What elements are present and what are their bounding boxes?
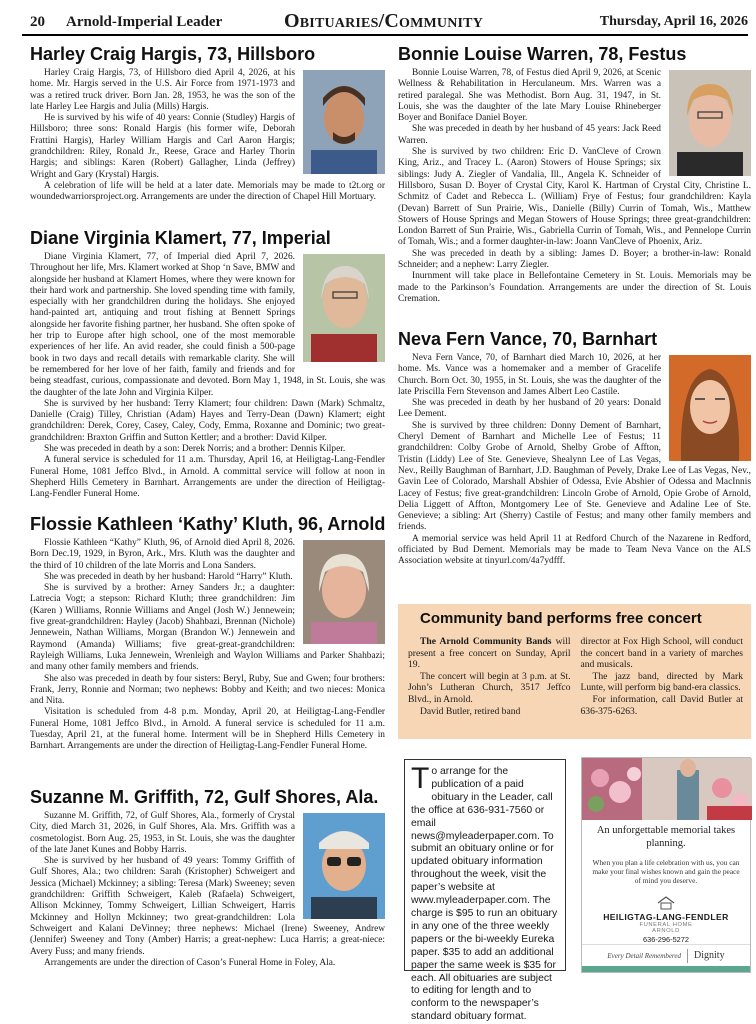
headline: Bonnie Louise Warren, 78, Festus	[398, 44, 687, 64]
portrait-photo	[303, 813, 385, 919]
business-type: FUNERAL HOME	[639, 921, 693, 928]
paper-name: Arnold-Imperial Leader	[66, 14, 223, 30]
notice-text: o arrange for the publication of a paid obituary in the Leader, call the office at 636-931-7560 or email news@myleaderpaper.com. To submit an obituary online or for updated obituary information throughout the week, visit the paper’s website at www.myleaderpaper.com. The charge is $95 to run an obituary in any one of the three weekly papers or the bi-weekly Eureka paper. $35 to add an additional paper the same week is $35 for each. All obituaries are subject to editing for length and to conform to the newspaper’s standard obituary format.	[411, 766, 558, 1023]
partner-logo: Dignity	[694, 950, 725, 961]
ad-footer	[582, 944, 750, 966]
funeral-home-logo-icon	[656, 896, 676, 910]
article-body: Flossie Kathleen “Kathy” Kluth, 96, of Arnold died April 8, 2026. Born Dec.19, 1929, in Byron, Ark., Mrs. Kluth was the daughter and the third of 10 children of the late Morris and Lona Sanders. She was preceded in death by her husband: Harold “Harry” Kluth. She is survived by a brother: Arney Sanders Jr.; a daughter: Latrecia Vogt; a stepson: Richard Kluth; three grandchildren: Jim (Karen ) Williams, Ronnie Williams and Angel (Josh W.) Jennewein; five great-grandchildren: Hayley (Jacob) Shahbazi, Brennan (Nichole) Jennewein, Nathan Williams, Morgan (Brandon W.) Jennewein and Raymond (Amanda) Williams; five great-great-grandchildren: Rayleigh Williams, Luka Jennewein, Wrenleigh and Waylon Williams and Parker Shahbazi; and many other family members and friends. She also was preceded in death by four sisters: Beryl, Ruby, Sue and Gwen; four brothers: Frank, Jerry, Ronnie and Norman; two nephews: Bobby and Keith; and two nieces: Monica and Nita. Visitation is scheduled from 4-8 p.m. Monday, April 20, at Heiligtag-Lang-Fendler Funeral Home, 1081 Jeffco Blvd., in Arnold. A funeral service is scheduled for 11 a.m. Tuesday, April 21, at the funeral home. Interment will be in Shepherd Hills Cemetery in Barnhart. Arrangements are under the direction of Heiligtag-Lang-Fendler Funeral Home.	[30, 538, 385, 752]
drop-cap: T	[411, 762, 430, 795]
headline: Suzanne M. Griffith, 72, Gulf Shores, Ala.	[30, 787, 379, 807]
page-number: 20	[30, 14, 45, 30]
business-phone: 636-296-5272	[642, 934, 690, 944]
obituary-griffith	[30, 786, 385, 976]
article-body: Diane Virginia Klamert, 77, of Imperial died April 7, 2026. Throughout her life, Mrs. Klamert worked at Shop ‘n Save, BMW and alongside her husband at Klamert Homes, where they were known for their hard work and partnership. She loved spending time with family, especially with her grandchildren during the holidays. She enjoyed hand-painted art, antiquing and trout fishing at Bennett Springs alongside her favorite fishing partner, her husband. She often spoke of her trip to Europe after high school, one of the most memorable experiences of her life. An avid reader, she could finish a 500-page book in two days and recall details with remarkable clarity. She will be remembered for her love of her faith, family and friends and for being steadfast, curious, compassionate and devoted. Born May 1, 1948, in St. Louis, she was the daughter of the late John and Virginia Kilper. She is survived by her husband: Terry Klamert; four children: Dawn (Mark) Schmaltz, Danielle (Craig) Tilley, Christian (Adam) Hayes and Terry-Dean (Dawn) Klamert; eight grandchildren: Derek, Corey, Casey, Caley, Cody, Emma, Roxanne and Dominic; two great-grandchildren: Braxton Griffin and Sutton Kettler; and a brother: David Kilper. She was preceded in death by a son: Derek Norris; and a brother: Dennis Kilper. A funeral service is scheduled for 11 a.m. Thursday, April 16, at Heiligtag-Lang-Fendler Funeral Home, 1081 Jeffco Blvd., in Arnold. A committal service will follow at noon in Shepherd Hills Cemetery in Barnhart. Arrangements are under the direction of Heiligtag-Lang-Fendler Funeral Home.	[30, 252, 385, 500]
obituary-warren	[398, 43, 751, 321]
business-name: HEILIGTAG-LANG-FENDLER	[603, 911, 729, 922]
obituary-hargis	[30, 43, 385, 248]
community-band-box	[398, 604, 751, 739]
portrait-photo	[669, 70, 751, 176]
portrait-photo	[303, 254, 385, 362]
section-title: Obituaries/Community	[284, 10, 484, 32]
portrait-photo	[303, 70, 385, 174]
obituary-kluth	[30, 513, 385, 781]
article-body: Bonnie Louise Warren, 78, of Festus died April 9, 2026, at Scenic Wellness & Rehabilitation in Herculaneum. Mrs. Warren was a retired paralegal. She was Methodist. Born Aug. 31, 1947, in St. Louis, she was the daughter of the late Mary Louise Rhineberger Boyer and Boniface Daniel Boyer. She was preceded in death by her husband of 45 years: Jack Reed Warren. She is survived by two children: Eric D. VanCleve of Crown King, Ariz., and Tracey L. (Aaron) Stowers of House Springs; six siblings: Judy A. Ziegler of Vandalia, Ill., Angela K. Schneider of Hillsboro, Susan D. Boyer of Crystal City, Karol K. Hartman of Crystal City, Christine L. Schmitz of Cadet and Rebecca L. (William) Frye of Festus; four grandchildren: Kayla (Devan) Barrett of Sun Prairie, Wis., Danielle (Billy) Currin of Tomah, Wis., Matthew Stowers of House Springs and Megan Stowers of House Springs; three great-grandchildren: London Barrett of Sun Prairie, Wis., Gabriella Currin of Tomah, Wis., and Pennelope Currin of Tomah, Wis.; and a former daughter-in-law: Joann VanCleve of Phoenix, Ariz. She was preceded in death by a sibling: James D. Boyer; a brother-in-law: Ronald Schneider; and a nephew: Larry Ziegler. Inurnment will take place in Bellefontaine Cemetery in St. Louis. Memorials may be made to the Parkinson’s Foundation. Arrangements are under the direction of St. Louis Cremation.	[398, 68, 751, 304]
headline: Neva Fern Vance, 70, Barnhart	[398, 329, 658, 349]
obituary-submission-notice	[404, 759, 566, 1023]
obituary-vance	[398, 328, 751, 584]
headline: Flossie Kathleen ‘Kathy’ Kluth, 96, Arnold	[30, 514, 386, 534]
issue-date: Thursday, April 16, 2026	[599, 14, 748, 29]
portrait-photo	[669, 355, 751, 461]
page-header	[22, 8, 748, 36]
flowers-photo	[582, 758, 750, 820]
band-column-2: director at Fox High School, will conduct the concert band in a variety of marches and musicals. The jazz band, directed by Mark Lunte, will perform big band-era classics. For information, call David Butler at 636-375-6263.	[580, 636, 743, 717]
headline: Diane Virginia Klamert, 77, Imperial	[30, 228, 331, 248]
funeral-home-ad	[581, 757, 751, 973]
business-town: ARNOLD	[652, 927, 680, 934]
band-columns	[408, 636, 743, 717]
portrait-photo	[303, 540, 385, 644]
article-body: Harley Craig Hargis, 73, of Hillsboro died April 4, 2026, at his home. Mr. Hargis served in the U.S. Air Force from 1971-1973 and was a retired truck driver. Born Jan. 28, 1953, he was the son of the late Harley Lee Hargis and Julia (Mills) Hargis. He is survived by his wife of 40 years: Connie (Studley) Hargis of Hillsboro; three sons: Ronald Hargis (his former wife, Deborah Frattini Hargis), Harley William Hargis and Carl Aaron Hargis; grandchildren: Riley, Ronald Jr., Reese, Grace and Harley Thorin Hargis; and siblings: Karen (Robert) Gallagher, Linda (Jeffrey) Wright and Gary (Krystal) Hargis. A celebration of life will be held at a later date. Memorials may be made to t2t.org or woundedwarriorsproject.org. Arrangements are under the direction of Chapel Hill Mortuary.	[30, 68, 385, 203]
ad-tagline: An unforgettable memorial takes planning.	[596, 825, 736, 849]
ad-blurb: When you plan a life celebration with us, you can make your final wishes known and gain the peace of mind you deserve.	[592, 858, 740, 886]
divider	[687, 949, 688, 963]
obituary-klamert	[30, 227, 385, 502]
ad-accent-bar	[582, 966, 750, 972]
ad-slogan: Every Detail Remembered	[607, 951, 682, 960]
headline: Harley Craig Hargis, 73, Hillsboro	[30, 44, 316, 64]
article-body: Suzanne M. Griffith, 72, of Gulf Shores, Ala., formerly of Crystal City, died March 31, 2026, in Gulf Shores, Ala. Mrs. Griffith was a cosmetologist. Born Aug. 25, 1953, in St. Louis, she was the daughter of the late Janet Kunes and Bobby Harris. She is survived by her husband of 49 years: Tommy Griffith of Gulf Shores, Ala.; two children: Sarah (Kristopher) Schweigert and Jessica (Michael) Mckinney; a sibling: Teresa (Mark) Sweeney; seven grandchildren: Griffith Schweigert, Kaleb (Rafaela) Schweigert, Allison Mckinney, Tommy Schweigert, Lillian Schweigert, Harris Mckinney and Hollyn Mckinney; two great-grandchildren: Lola Schweigert and Kalani DeVinney; three nephews: Michael (Irene) Sweeney, Andrew (Jennifer) Sweeney and Tony (Amber) Harris; a great-nephew: Luca Harris; a great-niece: Avery Fuss; and many friends. Arrangements are under the direction of Cason’s Funeral Home in Foley, Ala.	[30, 811, 385, 968]
headline: Community band performs free concert	[420, 610, 702, 627]
band-column-1: The Arnold Community Bands will present a free concert on Sunday, April 19. The concert will begin at 3 p.m. at St. John’s Lutheran Church, 3517 Jeffco Blvd., in Arnold. David Butler, retired band	[408, 636, 571, 717]
article-body: Neva Fern Vance, 70, of Barnhart died March 10, 2026, at her home. Ms. Vance was a homemaker and a member of Gracelife Church. Born Oct. 30, 1955, in St. Louis, she was the daughter of the late Priscilla Fern Stevenson and James Albert Leo Castile. She was preceded in death by her husband of 20 years: Donald Lee Dement. She is survived by three children: Donny Dement of Barnhart, Cheryl Dement of Barnhart and Michelle Lee of Festus; 11 grandchildren: Colby Grobe of Arnold, Shelby Grobe of Affton, Tristin (Liddy) Lee of Ste. Genevieve, Shealynn Lee of Las Vegas, Nev., Reilly Baughman of Barnhart, J.D. Baughman of Pevely, Drake Lee of Las Vegas, Nev., Gavin Lee of Colorado, Marshall Abshier of Odessa, Evie Abshier of Odessa and MacInnis Lacey of Festus; five great-grandchildren: Lincoln Grobe of Arnold, Opie Grobe of Arnold, Delia Liggett of Affton, Montgomery Lee of Ste. Genevieve and Adaline Lee of Ste. Genevieve; a sibling: Art (Sherry) Castile of Festus; and many other family members and friends. A memorial service was held April 11 at Redford Church of the Nazarene in Redford, officiated by Bud Dement. Memorials may be made to Team Neva Vance on the ALS Association website at tinyurl.com/4a7ydfff.	[398, 353, 751, 567]
